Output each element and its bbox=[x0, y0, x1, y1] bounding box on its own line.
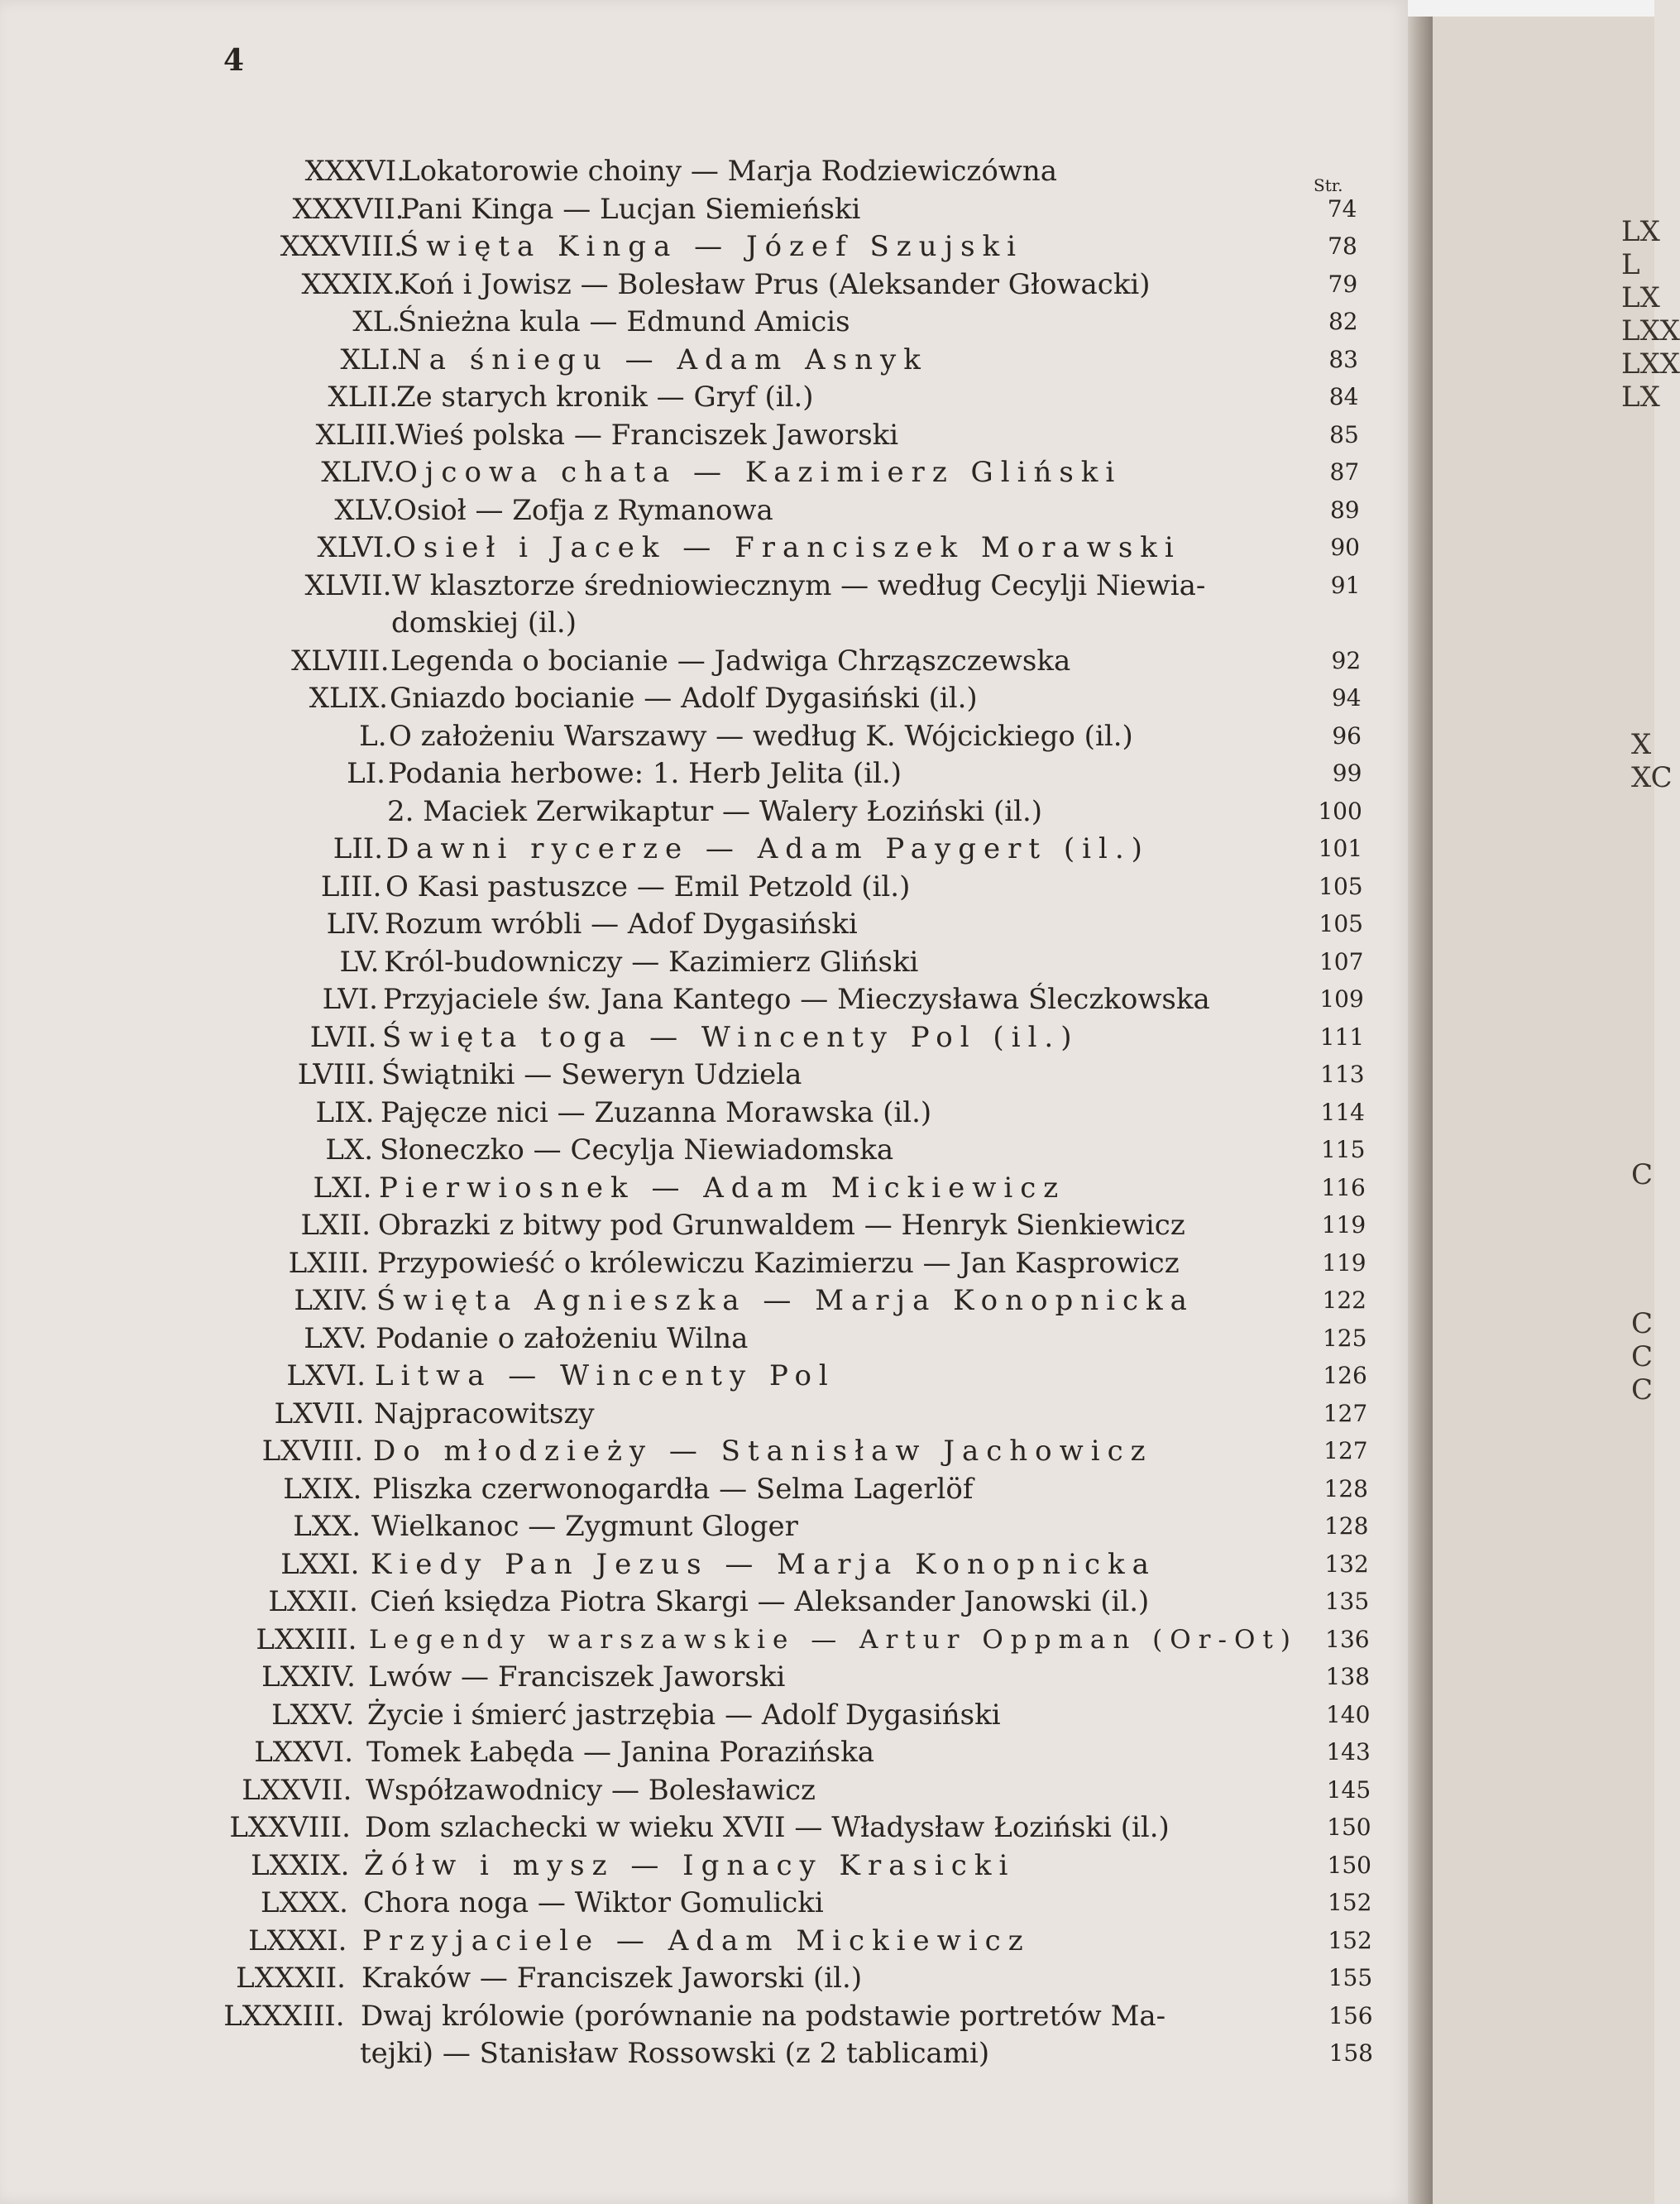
toc-entry bbox=[0, 454, 1406, 491]
toc-entry-title: Koń i Jowisz — Bolesław Prus (Aleksander Głowacki) bbox=[399, 267, 1151, 301]
toc-entry-title: Śnieżna kula — Edmund Amicis bbox=[398, 305, 850, 338]
toc-entry-numeral: LXXIX. bbox=[251, 1848, 350, 1882]
toc-entry bbox=[0, 1019, 1406, 1056]
toc-entry-title: Pajęcze nici — Zuzanna Morawska (il.) bbox=[381, 1095, 932, 1129]
toc-entry-page: 128 bbox=[1323, 1512, 1369, 1540]
toc-entry-title: Najpracowitszy bbox=[374, 1397, 595, 1430]
right-page-text-fragment: LXX bbox=[1621, 347, 1680, 381]
toc-entry-title: Do młodzieży — Stanisław Jachowicz bbox=[373, 1435, 1153, 1468]
toc-entry bbox=[0, 869, 1406, 905]
toc-entry-numeral: LXVII. bbox=[274, 1397, 365, 1430]
toc-entry bbox=[0, 605, 1406, 641]
toc-entry-title: Legenda o bocianie — Jadwiga Chrząszczewska bbox=[390, 644, 1071, 678]
right-page-text-fragment: C bbox=[1631, 1340, 1654, 1373]
toc-entry-numeral: LXI. bbox=[313, 1171, 372, 1205]
toc-entry-page: 111 bbox=[1319, 1023, 1365, 1051]
toc-entry-title: Lwów — Franciszek Jaworski bbox=[368, 1660, 786, 1694]
toc-entry-title: Cień księdza Piotra Skargi — Aleksander Janowski (il.) bbox=[370, 1585, 1150, 1618]
toc-entry-page: 126 bbox=[1323, 1362, 1367, 1389]
toc-entry-numeral: LXXVII. bbox=[242, 1773, 352, 1807]
toc-entry-page: 85 bbox=[1329, 420, 1359, 448]
toc-entry bbox=[0, 793, 1406, 830]
toc-entry bbox=[0, 1697, 1406, 1733]
right-page-text-fragment: XC bbox=[1631, 761, 1673, 794]
toc-entry-numeral: LXXXII. bbox=[236, 1962, 346, 1995]
toc-entry-page: 109 bbox=[1319, 985, 1364, 1013]
toc-entry bbox=[0, 755, 1406, 792]
toc-entry-page: 105 bbox=[1319, 872, 1363, 900]
toc-entry-numeral: LXXV. bbox=[271, 1698, 355, 1732]
toc-entry-title: Świątniki — Seweryn Udziela bbox=[381, 1058, 802, 1091]
toc-entry-page: 116 bbox=[1321, 1173, 1366, 1201]
toc-entry-title: Osioł — Zofja z Rymanowa bbox=[394, 493, 773, 527]
toc-entry bbox=[0, 379, 1406, 415]
toc-entry-page: 150 bbox=[1327, 1814, 1371, 1841]
toc-entry-title: Dawni rycerze — Adam Paygert (il.) bbox=[386, 832, 1150, 865]
toc-entry-page: 94 bbox=[1331, 684, 1362, 712]
toc-entry-page: 115 bbox=[1320, 1136, 1366, 1163]
toc-entry-page: 91 bbox=[1330, 571, 1361, 599]
toc-entry-page: 78 bbox=[1328, 232, 1357, 260]
toc-entry bbox=[0, 1282, 1406, 1319]
toc-entry-title: W klasztorze średniowiecznym — według Cecylji Niewia- bbox=[392, 568, 1206, 602]
toc-entry bbox=[0, 1809, 1406, 1846]
right-page-text-fragment: C bbox=[1631, 1373, 1654, 1406]
toc-entry-page: 105 bbox=[1319, 910, 1363, 937]
toc-entry bbox=[0, 1998, 1406, 2034]
toc-entry-numeral: LVIII. bbox=[297, 1058, 376, 1091]
toc-entry bbox=[0, 568, 1406, 604]
toc-entry-numeral: LX. bbox=[325, 1133, 373, 1167]
toc-entry-title: Ze starych kronik — Gryf (il.) bbox=[396, 381, 814, 414]
toc-entry-numeral: L. bbox=[359, 719, 387, 753]
toc-entry bbox=[0, 1508, 1406, 1545]
toc-entry-numeral: LXXX. bbox=[260, 1886, 348, 1919]
toc-entry bbox=[0, 1433, 1406, 1469]
right-page-text-fragment: LX bbox=[1621, 381, 1660, 414]
toc-entry bbox=[0, 831, 1406, 867]
toc-entry bbox=[0, 1546, 1406, 1583]
book-page-right bbox=[1433, 17, 1680, 2204]
toc-entry bbox=[0, 417, 1406, 453]
toc-entry-title: Współzawodnicy — Bolesławicz bbox=[366, 1773, 816, 1807]
toc-entry bbox=[0, 944, 1406, 980]
right-page-text-fragment: C bbox=[1631, 1307, 1654, 1340]
toc-entry-numeral: LXX. bbox=[293, 1510, 361, 1543]
toc-entry-numeral: XLIII. bbox=[315, 418, 397, 452]
toc-entry-title: Gniazdo bocianie — Adolf Dygasiński (il.) bbox=[390, 682, 978, 715]
toc-entry bbox=[0, 1659, 1406, 1695]
toc-entry-page: 82 bbox=[1328, 308, 1358, 335]
toc-entry-numeral: LV. bbox=[339, 945, 380, 979]
toc-entry-numeral: LXII. bbox=[300, 1209, 371, 1242]
toc-entry-numeral: LXVIII. bbox=[261, 1435, 363, 1468]
toc-entry-numeral: LXIII. bbox=[288, 1246, 370, 1280]
toc-entry-title: Pierwiosnek — Adam Mickiewicz bbox=[379, 1171, 1066, 1205]
toc-entry-title: Wieś polska — Franciszek Jaworski bbox=[395, 418, 899, 452]
toc-entry bbox=[0, 1622, 1406, 1658]
toc-entry-page: 156 bbox=[1328, 2001, 1373, 2029]
toc-entry bbox=[0, 2035, 1406, 2072]
toc-entry-numeral: XXXVI. bbox=[304, 155, 405, 188]
toc-entry-page: 96 bbox=[1332, 721, 1362, 750]
toc-entry-page: 122 bbox=[1322, 1286, 1366, 1314]
toc-entry-page: 155 bbox=[1328, 1964, 1373, 1991]
toc-entry-title: Ojcowa chata — Kazimierz Gliński bbox=[395, 456, 1122, 489]
toc-entry-page: 92 bbox=[1331, 646, 1362, 674]
toc-entry-numeral: LXXI. bbox=[280, 1547, 360, 1581]
toc-entry-title: Święta toga — Wincenty Pol (il.) bbox=[382, 1020, 1079, 1054]
toc-entry-numeral: LXXXIII. bbox=[223, 1999, 345, 2033]
toc-entry-page: 152 bbox=[1327, 1889, 1372, 1916]
toc-entry-numeral: LII. bbox=[333, 832, 383, 865]
toc-entry-title: O Kasi pastuszce — Emil Petzold (il.) bbox=[385, 870, 911, 903]
toc-entry-page: 90 bbox=[1330, 534, 1360, 561]
toc-entry-numeral: XL. bbox=[352, 305, 400, 338]
toc-entry bbox=[0, 342, 1406, 378]
toc-entry-page: 119 bbox=[1321, 1211, 1366, 1239]
toc-entry-page: 158 bbox=[1328, 2039, 1373, 2067]
toc-entry-page: 114 bbox=[1320, 1098, 1365, 1126]
toc-entry-title: Przyjaciele św. Jana Kantego — Mieczysława Śleczkowska bbox=[383, 983, 1210, 1016]
toc-entry-numeral: LXXIV. bbox=[261, 1660, 356, 1694]
toc-entry-title: Dwaj królowie (porównanie na podstawie portretów Ma- bbox=[361, 1999, 1166, 2033]
toc-entry bbox=[0, 1170, 1406, 1206]
toc-entry-title: Podania herbowe: 1. Herb Jelita (il.) bbox=[388, 757, 902, 790]
right-page-text-fragment: C bbox=[1631, 1158, 1654, 1191]
toc-entry bbox=[0, 1923, 1406, 1959]
toc-entry-numeral: XLII. bbox=[328, 381, 398, 414]
toc-entry-title: Kiedy Pan Jezus — Marja Konopnicka bbox=[371, 1547, 1156, 1581]
toc-entry bbox=[0, 1095, 1406, 1131]
toc-entry-numeral: LVI. bbox=[322, 983, 378, 1016]
toc-entry-page: 140 bbox=[1325, 1700, 1371, 1728]
toc-entry-title: Pani Kinga — Lucjan Siemieński bbox=[400, 192, 861, 226]
toc-entry-numeral: LIII. bbox=[320, 870, 382, 903]
toc-entry-page: 83 bbox=[1328, 345, 1358, 373]
book-spine bbox=[1408, 0, 1433, 2204]
toc-entry bbox=[0, 1132, 1406, 1168]
toc-entry bbox=[0, 1320, 1406, 1357]
toc-entry-page: 127 bbox=[1323, 1437, 1368, 1464]
toc-entry bbox=[0, 906, 1406, 942]
toc-entry-page: 74 bbox=[1327, 194, 1357, 223]
toc-entry-title: Żółw i mysz — Ignacy Krasicki bbox=[364, 1848, 1016, 1882]
toc-entry-page: 113 bbox=[1320, 1061, 1365, 1088]
toc-entry bbox=[0, 304, 1406, 340]
toc-entry-page: 107 bbox=[1319, 947, 1364, 975]
toc-entry-page: 152 bbox=[1328, 1926, 1372, 1954]
toc-entry-page: 100 bbox=[1318, 797, 1362, 825]
toc-entry-title: domskiej (il.) bbox=[391, 606, 577, 640]
right-page-text-fragment: LX bbox=[1621, 281, 1660, 314]
toc-entry-title: Podanie o założeniu Wilna bbox=[376, 1321, 749, 1355]
page-number: 4 bbox=[223, 43, 245, 78]
toc-entry-numeral: LXIX. bbox=[283, 1472, 362, 1506]
toc-entry-title: Dom szlachecki w wieku XVII — Władysław Łoziński (il.) bbox=[365, 1811, 1170, 1844]
toc-entry-title: Król-budowniczy — Kazimierz Gliński bbox=[384, 945, 919, 979]
toc-entry-title: Obrazki z bitwy pod Grunwaldem — Henryk Sienkiewicz bbox=[378, 1209, 1185, 1242]
toc-entry bbox=[0, 1245, 1406, 1282]
toc-entry-page: 143 bbox=[1326, 1738, 1371, 1766]
toc-entry-page: 119 bbox=[1322, 1248, 1366, 1277]
background-strip bbox=[1408, 0, 1654, 17]
toc-entry-page: 89 bbox=[1329, 496, 1360, 524]
toc-entry-title: Litwa — Wincenty Pol bbox=[375, 1359, 835, 1392]
toc-entry-numeral: LXXIII. bbox=[256, 1622, 357, 1656]
right-page-text-fragment: LX bbox=[1621, 215, 1660, 248]
toc-entry-page: 84 bbox=[1328, 383, 1359, 410]
toc-entry bbox=[0, 1734, 1406, 1770]
toc-entry-title: tejki) — Stanisław Rossowski (z 2 tablicami) bbox=[360, 2037, 990, 2070]
toc-entry bbox=[0, 1396, 1406, 1432]
toc-entry-page: 79 bbox=[1328, 270, 1358, 298]
toc-entry-page: 132 bbox=[1324, 1550, 1369, 1578]
toc-entry bbox=[0, 680, 1406, 716]
toc-entry-numeral: LXXVI. bbox=[254, 1736, 353, 1769]
toc-entry-numeral: XLIV. bbox=[321, 456, 395, 489]
toc-entry-page: 125 bbox=[1322, 1324, 1367, 1352]
toc-entry bbox=[0, 1584, 1406, 1620]
toc-entry bbox=[0, 492, 1406, 529]
toc-entry-title: Święta Agnieszka — Marja Konopnicka bbox=[376, 1284, 1194, 1317]
toc-entry bbox=[0, 718, 1406, 755]
right-page-text-fragment: L bbox=[1621, 248, 1640, 281]
toc-entry bbox=[0, 1847, 1406, 1884]
right-page-text-fragment: LXX bbox=[1621, 314, 1680, 347]
toc-entry-title: Legendy warszawskie — Artur Oppman (Or-Ot) bbox=[369, 1624, 1298, 1655]
toc-entry-numeral: LXVI. bbox=[286, 1359, 366, 1392]
toc-entry-title: Kraków — Franciszek Jaworski (il.) bbox=[361, 1962, 863, 1995]
toc-entry bbox=[0, 1358, 1406, 1394]
toc-entry-title: Rozum wróbli — Adof Dygasiński bbox=[385, 908, 858, 941]
toc-entry-title: Słoneczko — Cecylja Niewiadomska bbox=[380, 1133, 894, 1167]
toc-entry-page: 145 bbox=[1326, 1775, 1371, 1804]
toc-entry-numeral: XLVIII. bbox=[291, 644, 390, 678]
toc-entry bbox=[0, 266, 1406, 303]
toc-entry bbox=[0, 1885, 1406, 1921]
toc-entry-numeral: XXXIX. bbox=[301, 267, 402, 301]
toc-entry-title: Na śniegu — Adam Asnyk bbox=[397, 343, 928, 376]
page-column-label: Str. bbox=[1314, 175, 1343, 195]
toc-entry-page: 128 bbox=[1323, 1474, 1368, 1502]
toc-entry-numeral: XLVII. bbox=[304, 568, 392, 602]
toc-entry-numeral: LXV. bbox=[304, 1321, 367, 1355]
toc-entry bbox=[0, 1772, 1406, 1809]
toc-entry bbox=[0, 1056, 1406, 1093]
toc-entry-numeral: LXXII. bbox=[268, 1585, 358, 1618]
toc-entry-numeral: XLI. bbox=[340, 343, 400, 376]
toc-entry bbox=[0, 153, 1406, 189]
toc-entry-title: Lokatorowie choiny — Marja Rodziewiczówna bbox=[401, 155, 1058, 188]
toc-entry-numeral: LIX. bbox=[315, 1095, 375, 1129]
toc-entry-title: 2. Maciek Zerwikaptur — Walery Łoziński (il.) bbox=[387, 794, 1043, 828]
toc-entry-title: Osieł i Jacek — Franciszek Morawski bbox=[393, 531, 1181, 564]
toc-entry-numeral: XXXVIII. bbox=[280, 230, 403, 263]
toc-entry-title: Pliszka czerwonogardła — Selma Lagerlöf bbox=[372, 1472, 974, 1506]
toc-entry-numeral: XLVI. bbox=[317, 531, 393, 564]
toc-entry-title: Tomek Łabęda — Janina Porazińska bbox=[366, 1736, 874, 1769]
toc-entry-page: 135 bbox=[1324, 1588, 1370, 1615]
toc-entry-title: Święta Kinga — Józef Szujski bbox=[400, 230, 1024, 263]
toc-entry-title: Przypowieść o królewiczu Kazimierzu — Jan Kasprowicz bbox=[377, 1246, 1180, 1280]
toc-entry-page: 101 bbox=[1318, 835, 1363, 862]
toc-entry-title: Wielkanoc — Zygmunt Gloger bbox=[371, 1510, 798, 1543]
toc-entry bbox=[0, 643, 1406, 679]
toc-entry-title: Przyjaciele — Adam Mickiewicz bbox=[362, 1924, 1031, 1957]
toc-entry-title: Życie i śmierć jastrzębia — Adolf Dygasiński bbox=[367, 1698, 1001, 1732]
right-page-text-fragment: X bbox=[1631, 728, 1652, 761]
toc-entry-numeral: LXIV. bbox=[294, 1284, 368, 1317]
toc-entry bbox=[0, 1471, 1406, 1507]
toc-entry-numeral: LIV. bbox=[326, 908, 381, 941]
toc-entry-page: 99 bbox=[1332, 759, 1362, 787]
toc-entry-title: Chora noga — Wiktor Gomulicki bbox=[363, 1886, 824, 1919]
toc-entry-numeral: XXXVII. bbox=[292, 192, 404, 226]
toc-entry bbox=[0, 1960, 1406, 1996]
toc-entry-page: 87 bbox=[1329, 458, 1360, 486]
toc-entry bbox=[0, 529, 1406, 566]
toc-entry-numeral: XLIX. bbox=[309, 682, 388, 715]
toc-entry-page: 150 bbox=[1327, 1851, 1371, 1879]
toc-entry-page: 127 bbox=[1323, 1399, 1368, 1427]
toc-entry-numeral: LXXXI. bbox=[248, 1924, 347, 1957]
toc-entry bbox=[0, 191, 1406, 228]
toc-entry-numeral: LVII. bbox=[309, 1020, 377, 1054]
toc-entry-title: O założeniu Warszawy — według K. Wójcickiego (il.) bbox=[389, 719, 1133, 753]
toc-entry-numeral: LXXVIII. bbox=[229, 1811, 351, 1844]
toc-entry-numeral: XLV. bbox=[334, 493, 395, 527]
toc-entry-page: 138 bbox=[1325, 1663, 1370, 1690]
toc-entry bbox=[0, 981, 1406, 1018]
toc-entry bbox=[0, 228, 1406, 265]
toc-entry bbox=[0, 1207, 1406, 1243]
toc-entry-numeral: LI. bbox=[347, 757, 385, 790]
toc-entry-page: 136 bbox=[1325, 1625, 1370, 1653]
